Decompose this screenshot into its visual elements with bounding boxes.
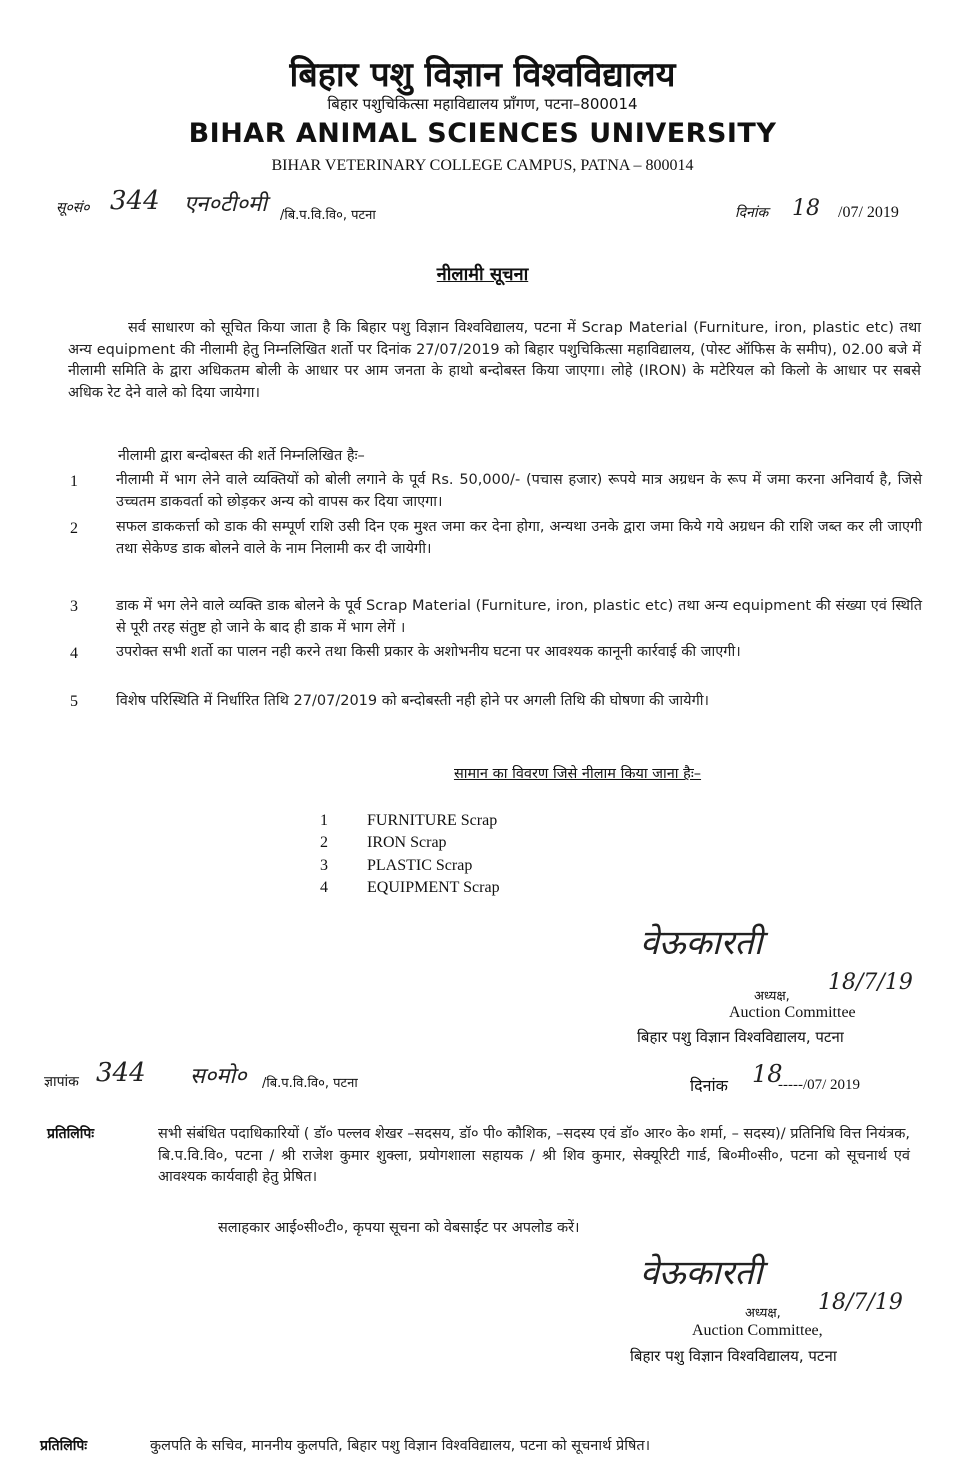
reference-date-day: 18 [792, 196, 820, 221]
condition-text: विशेष परिस्थिति में निर्धारित तिथि 27/07/2019 को बन्दोबस्ती नही होने पर अगली तिथि की घोषणा की जायेगी। [116, 693, 709, 709]
item-label: IRON Scrap [367, 834, 447, 851]
university-name-english: BIHAR ANIMAL SCIENCES UNIVERSITY [188, 118, 777, 149]
copy-2-text: कुलपति के सचिव, माननीय कुलपति, बिहार पशु विज्ञान विश्वविद्यालय, पटना को सूचनार्थ प्रेषित। [150, 1438, 651, 1454]
university-name-hindi: बिहार पशु विज्ञान विश्वविद्यालय [289, 55, 676, 95]
item-number: 3 [320, 857, 328, 874]
item-number: 2 [320, 834, 328, 851]
memo-date-label: दिनांक [690, 1076, 728, 1095]
copy-1-text: सभी संबंधित पदाधिकारियों ( डॉ० पल्लव शेखर –सदसय, डॉ० पी० कौशिक, –सदस्य एवं डॉ० आर० के० शर्मा, – सदस्य)/ प्रतिनिधि वित्त नियंत्रक, बि.प.वि.वि०, पटना / श्री राजेश कुमार शुक्ला, प्रयोगशाला सहायक / श्री शिव कुमार, सेक्यूरिटी गार्ड, बि०मी०सी०, पटना को सूचनार्थ एवं आवश्यक कार्यवाही हेतु प्रेषित। [158, 1126, 910, 1185]
memo-date-day: 18 [752, 1060, 783, 1088]
memo-number: 344 [96, 1058, 146, 1088]
signature-1-title-english: Auction Committee [729, 1004, 856, 1021]
memo-suffix: /बि.प.वि.वि०, पटना [262, 1076, 358, 1091]
condition-text: उपरोक्त सभी शर्तो का पालन नही करने तथा किसी प्रकार के अशोभनीय घटना पर आवश्यक कानूनी कार्रवाई की जाएगी। [116, 644, 741, 660]
condition-text: डाक में भग लेने वाले व्यक्ति डाक बोलने के पूर्व Scrap Material (Furniture, iron, plastic etc) तथा अन्य equipment की संख्या एवं स्थिति से पूरी तरह संतुष्ट हो जाने के बाद ही डाक में भाग लेगें । [116, 598, 922, 636]
signature-1-date: 18/7/19 [828, 970, 913, 995]
items-heading: सामान का विवरण जिसे नीलाम किया जाना हैः– [453, 766, 702, 782]
reference-number: 344 [110, 186, 160, 216]
memo-label: ज्ञापांक [44, 1074, 79, 1090]
memo-handwritten-code: स०मो० [190, 1064, 247, 1089]
condition-text: सफल डाककर्त्ता को डाक की सम्पूर्ण राशि उसी दिन एक मुश्त जमा कर देना होगा, अन्यथा उनके द्वारा जमा किये गये अग्रधन की राशि जब्त कर ली जाएगी तथा सेकेण्ड डाक बोलने वाले के नाम निलामी कर दी जायेगी। [116, 519, 922, 557]
signature-1-org: बिहार पशु विज्ञान विश्वविद्यालय, पटना [637, 1028, 844, 1046]
copy-1-label: प्रतिलिपिः [47, 1126, 95, 1142]
condition-number: 2 [70, 520, 78, 537]
reference-suffix: /बि.प.वि.वि०, पटना [280, 208, 376, 223]
signature-2-title-hindi: अध्यक्ष, [745, 1306, 781, 1321]
signature-2: वेऊकारती [640, 1253, 763, 1293]
signature-1: वेऊकारती [640, 923, 763, 963]
item-number: 4 [320, 879, 328, 896]
condition-text: नीलामी में भाग लेने वाले व्यक्तियों को बोली लगाने के पूर्व Rs. 50,000/- (पचास हजार) रूपये मात्र अग्रधन के रूप में जमा करना अनिवार्य है, जिसे उच्चतम डाकवर्ता को छोड़कर अन्य को वापस कर दिया जाएगा। [116, 472, 922, 510]
notice-intro: सर्व साधारण को सूचित किया जाता है कि बिहार पशु विज्ञान विश्वविद्यालय, पटना में Scrap Material (Furniture, iron, plastic etc) तथा अन्य equipment की नीलामी हेतु निम्नलिखित शर्तो पर दिनांक 27/07/2019 को बिहार पशुचिकित्सा महाविद्यालय, (पोस्ट ऑफिस के समीप), 02.00 बजे में नीलामी समिति के द्वारा अधिकतम बोली के आधार पर आम जनता के हाथो बन्दोबस्त किया जाएगा। लोहे (IRON) के मटेरियल को किलो के आधार पर सबसे अधिक रेट देने वाले को दिया जायेगा। [68, 320, 921, 401]
memo-date-rest: -----/07/ 2019 [778, 1077, 861, 1093]
item-label: PLASTIC Scrap [367, 857, 473, 874]
conditions-intro: नीलामी द्वारा बन्दोबस्त की शर्ते निम्नलिखित हैः– [118, 448, 365, 464]
condition-number: 4 [70, 645, 78, 662]
condition-number: 1 [70, 473, 78, 490]
campus-address-hindi: बिहार पशुचिकित्सा महाविद्यालय प्राँगण, पटना–800014 [327, 95, 638, 113]
signature-1-title-hindi: अध्यक्ष, [754, 989, 790, 1004]
signature-2-date: 18/7/19 [818, 1290, 903, 1315]
condition-number: 3 [70, 598, 78, 615]
item-number: 1 [320, 812, 328, 829]
notice-title [0, 262, 965, 286]
item-label: EQUIPMENT Scrap [367, 879, 500, 896]
reference-label: सू०सं० [56, 200, 90, 216]
notice-title-text: नीलामी सूचना [436, 264, 529, 285]
signature-2-title-english: Auction Committee, [692, 1322, 823, 1339]
condition-number: 5 [70, 693, 78, 710]
campus-address-english: BIHAR VETERINARY COLLEGE CAMPUS, PATNA – 800014 [271, 157, 694, 174]
reference-date-label: दिनांक [735, 205, 769, 221]
reference-handwritten-code: एन०टी०मी [184, 192, 267, 217]
copy-1-extra: सलाहकार आई०सी०टी०, कृपया सूचना को वेबसाईट पर अपलोड करें। [218, 1220, 580, 1236]
item-label: FURNITURE Scrap [367, 812, 498, 829]
reference-date-rest: /07/ 2019 [838, 204, 899, 221]
signature-2-org: बिहार पशु विज्ञान विश्वविद्यालय, पटना [630, 1347, 837, 1365]
copy-2-label: प्रतिलिपिः [40, 1438, 88, 1454]
